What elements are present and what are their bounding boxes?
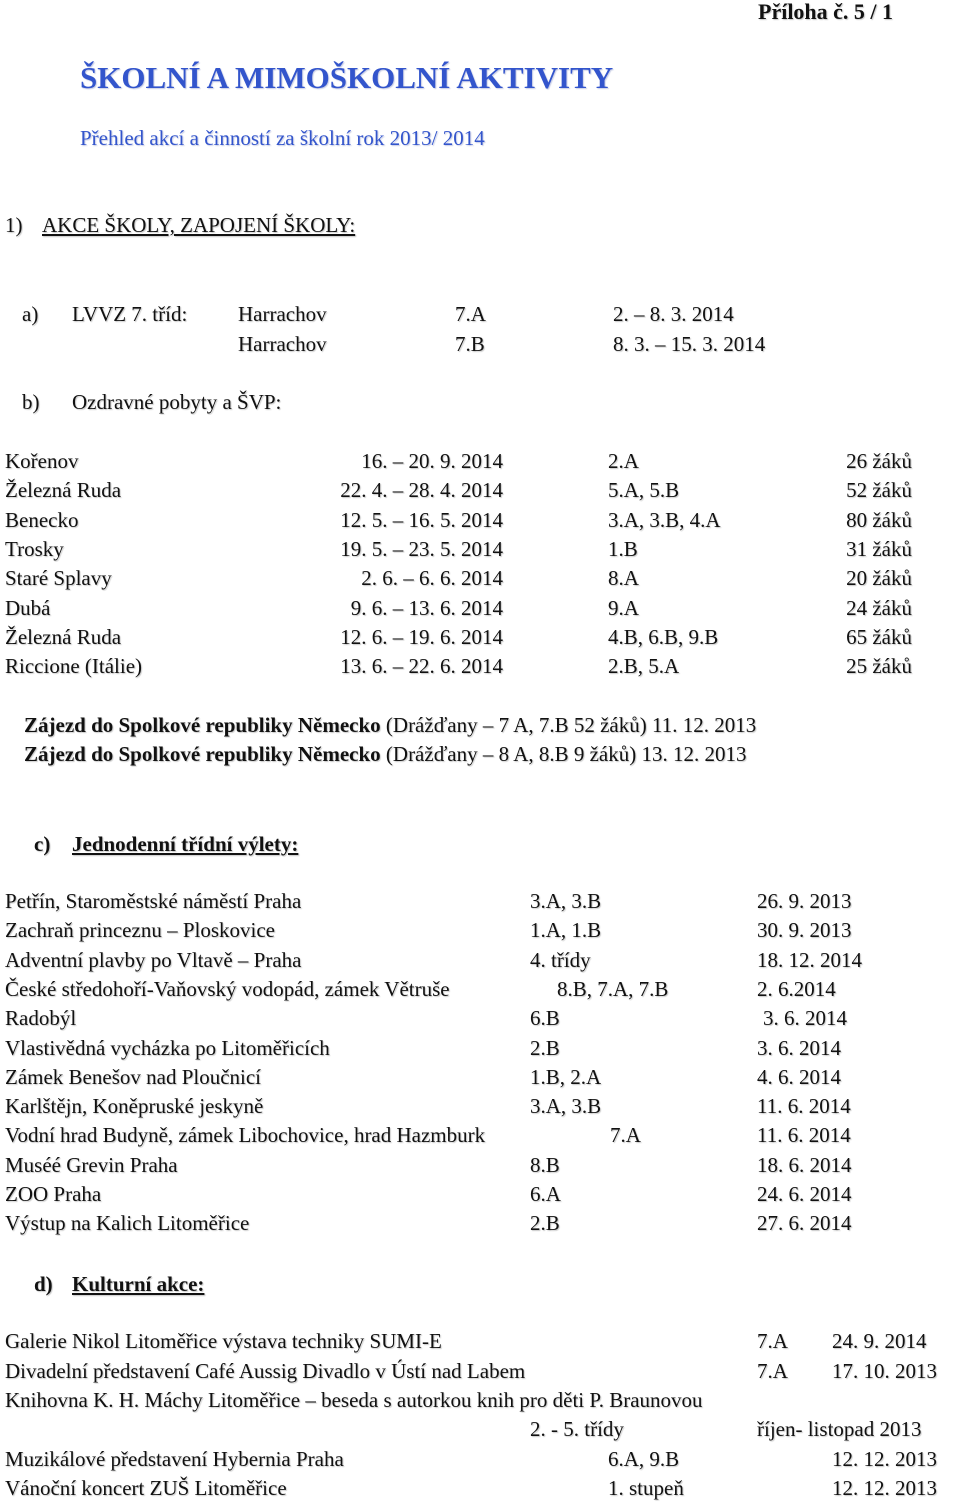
day-trip-name: Vodní hrad Budyně, zámek Libochovice, hrad Hazmburk [5,1123,486,1148]
day-trip-date: 18. 6. 2014 [757,1152,852,1177]
stay-count: 65 žáků [846,624,912,649]
trip-row: Zájezd do Spolkové republiky Německo (Drážďany – 8 A, 8.B 9 žáků) 13. 12. 2013 [24,742,747,766]
day-trip-name: Vlastivědná vycházka po Litoměřicích [5,1035,330,1060]
day-trip-date: 11. 6. 2014 [757,1123,851,1148]
culture-event-classes: 7.A [757,1359,788,1383]
culture-event-name: Vánoční koncert ZUŠ Litoměřice [5,1476,287,1500]
stay-classes: 5.A, 5.B [608,478,680,503]
day-trip-classes: 7.A [610,1123,641,1148]
stay-date: 22. 4. – 28. 4. 2014 [340,478,503,503]
stay-count: 20 žáků [846,566,912,591]
day-trip-name: Muséé Grevin Praha [5,1152,178,1177]
stay-place: Benecko [5,507,79,532]
subsection-label-a: LVVZ 7. tříd: [72,302,188,326]
stay-classes: 8.A [608,566,639,591]
day-trip-name: České středohoří-Vaňovský vodopád, zámek Větruše [5,976,450,1001]
lvvz-date: 8. 3. – 15. 3. 2014 [613,332,766,356]
section-title: AKCE ŠKOLY, ZAPOJENÍ ŠKOLY: [42,213,356,237]
attachment-label: Příloha č. 5 / 1 [758,0,894,24]
lvvz-class: 7.B [455,332,485,356]
stay-count: 26 žáků [846,449,912,473]
day-trip-date: 3. 6. 2014 [757,1035,841,1060]
day-trip-classes: 6.B [530,1006,560,1031]
culture-event-name: Galerie Nikol Litoměřice výstava techniky SUMI-E [5,1329,442,1353]
day-trip-name: Petřín, Staroměstské náměstí Praha [5,889,302,913]
stay-count: 52 žáků [846,478,912,503]
stay-place: Riccione (Itálie) [5,654,143,679]
culture-event-date: 12. 12. 2013 [832,1447,937,1471]
day-trip-classes: 1.B, 2.A [530,1064,602,1089]
day-trip-name: Radobýl [5,1006,77,1031]
day-trip-name: Výstup na Kalich Litoměřice [5,1211,250,1236]
stay-place: Železná Ruda [5,478,122,503]
culture-event-name: Divadelní představení Café Aussig Divadlo v Ústí nad Labem [5,1359,526,1383]
day-trip-classes: 1.A, 1.B [530,918,602,943]
day-trip-classes: 2.B [530,1035,560,1060]
day-trip-classes: 8.B, 7.A, 7.B [557,976,669,1001]
page-title: ŠKOLNÍ A MIMOŠKOLNÍ AKTIVITY [80,60,614,95]
day-trip-name: ZOO Praha [5,1182,102,1206]
subsection-letter-d: d) [34,1272,53,1296]
stay-place: Kořenov [5,449,79,473]
stay-classes: 4.B, 6.B, 9.B [608,624,719,649]
lvvz-class: 7.A [455,302,486,326]
subsection-label-d: Kulturní akce: [72,1272,205,1296]
day-trip-name: Zámek Benešov nad Ploučnicí [5,1064,262,1089]
culture-event-name: Muzikálové představení Hybernia Praha [5,1447,344,1471]
subsection-letter-c: c) [34,832,51,856]
section-number: 1) [5,213,23,237]
stay-place: Dubá [5,595,51,620]
day-trip-date: 3. 6. 2014 [763,1006,847,1031]
stay-classes: 3.A, 3.B, 4.A [608,507,721,532]
stay-date: 12. 6. – 19. 6. 2014 [340,624,503,649]
day-trip-name: Karlštějn, Koněpruské jeskyně [5,1094,264,1119]
stay-date: 12. 5. – 16. 5. 2014 [340,507,503,532]
stay-classes: 9.A [608,595,639,620]
stay-classes: 1.B [608,536,638,561]
lvvz-place: Harrachov [238,302,327,326]
stay-date: 19. 5. – 23. 5. 2014 [340,536,503,561]
day-trip-date: 30. 9. 2013 [757,918,852,943]
subsection-letter-b: b) [22,390,40,414]
culture-event-date: 17. 10. 2013 [832,1359,937,1383]
day-trip-name: Adventní plavby po Vltavě – Praha [5,947,302,972]
day-trip-classes: 6.A [530,1182,561,1206]
day-trip-classes: 3.A, 3.B [530,889,602,913]
stay-place: Trosky [5,536,64,561]
day-trip-date: 11. 6. 2014 [757,1094,851,1119]
day-trip-date: 2. 6.2014 [757,976,836,1001]
stay-count: 24 žáků [846,595,912,620]
day-trip-classes: 2.B [530,1211,560,1236]
day-trip-classes: 8.B [530,1152,560,1177]
stay-date: 9. 6. – 13. 6. 2014 [350,595,503,620]
stay-count: 31 žáků [846,536,912,561]
subsection-letter-a: a) [22,302,39,326]
subsection-label-c: Jednodenní třídní výlety: [72,832,299,856]
stay-date: 13. 6. – 22. 6. 2014 [340,654,503,679]
culture-event-classes: 6.A, 9.B [608,1447,680,1471]
day-trip-name: Zachraň princeznu – Ploskovice [5,918,275,943]
culture-event-classes: 7.A [757,1329,788,1353]
culture-event-date: 24. 9. 2014 [832,1329,927,1353]
culture-event-date: 12. 12. 2013 [832,1476,937,1500]
culture-event-date: říjen- listopad 2013 [757,1417,922,1441]
stay-date: 16. – 20. 9. 2014 [361,449,503,473]
day-trip-classes: 4. třídy [530,947,591,972]
lvvz-place: Harrachov [238,332,327,356]
stay-place: Staré Splavy [5,566,112,591]
culture-event-classes: 1. stupeň [608,1476,684,1500]
subsection-label-b: Ozdravné pobyty a ŠVP: [72,390,282,414]
stay-classes: 2.A [608,449,639,473]
trip-row: Zájezd do Spolkové republiky Německo (Drážďany – 7 A, 7.B 52 žáků) 11. 12. 2013 [24,713,757,737]
day-trip-date: 24. 6. 2014 [757,1182,852,1206]
culture-event-classes: 2. - 5. třídy [530,1417,624,1441]
day-trip-date: 26. 9. 2013 [757,889,852,913]
day-trip-date: 4. 6. 2014 [757,1064,841,1089]
stay-date: 2. 6. – 6. 6. 2014 [361,566,503,591]
page-subtitle: Přehled akcí a činností za školní rok 2013/ 2014 [80,126,485,150]
stay-count: 80 žáků [846,507,912,532]
day-trip-classes: 3.A, 3.B [530,1094,602,1119]
stay-classes: 2.B, 5.A [608,654,680,679]
day-trip-date: 18. 12. 2014 [757,947,862,972]
lvvz-date: 2. – 8. 3. 2014 [613,302,734,326]
day-trip-date: 27. 6. 2014 [757,1211,852,1236]
culture-event-name: Knihovna K. H. Máchy Litoměřice – beseda s autorkou knih pro děti P. Braunovou [5,1388,703,1412]
stay-place: Železná Ruda [5,624,122,649]
stay-count: 25 žáků [846,654,912,679]
